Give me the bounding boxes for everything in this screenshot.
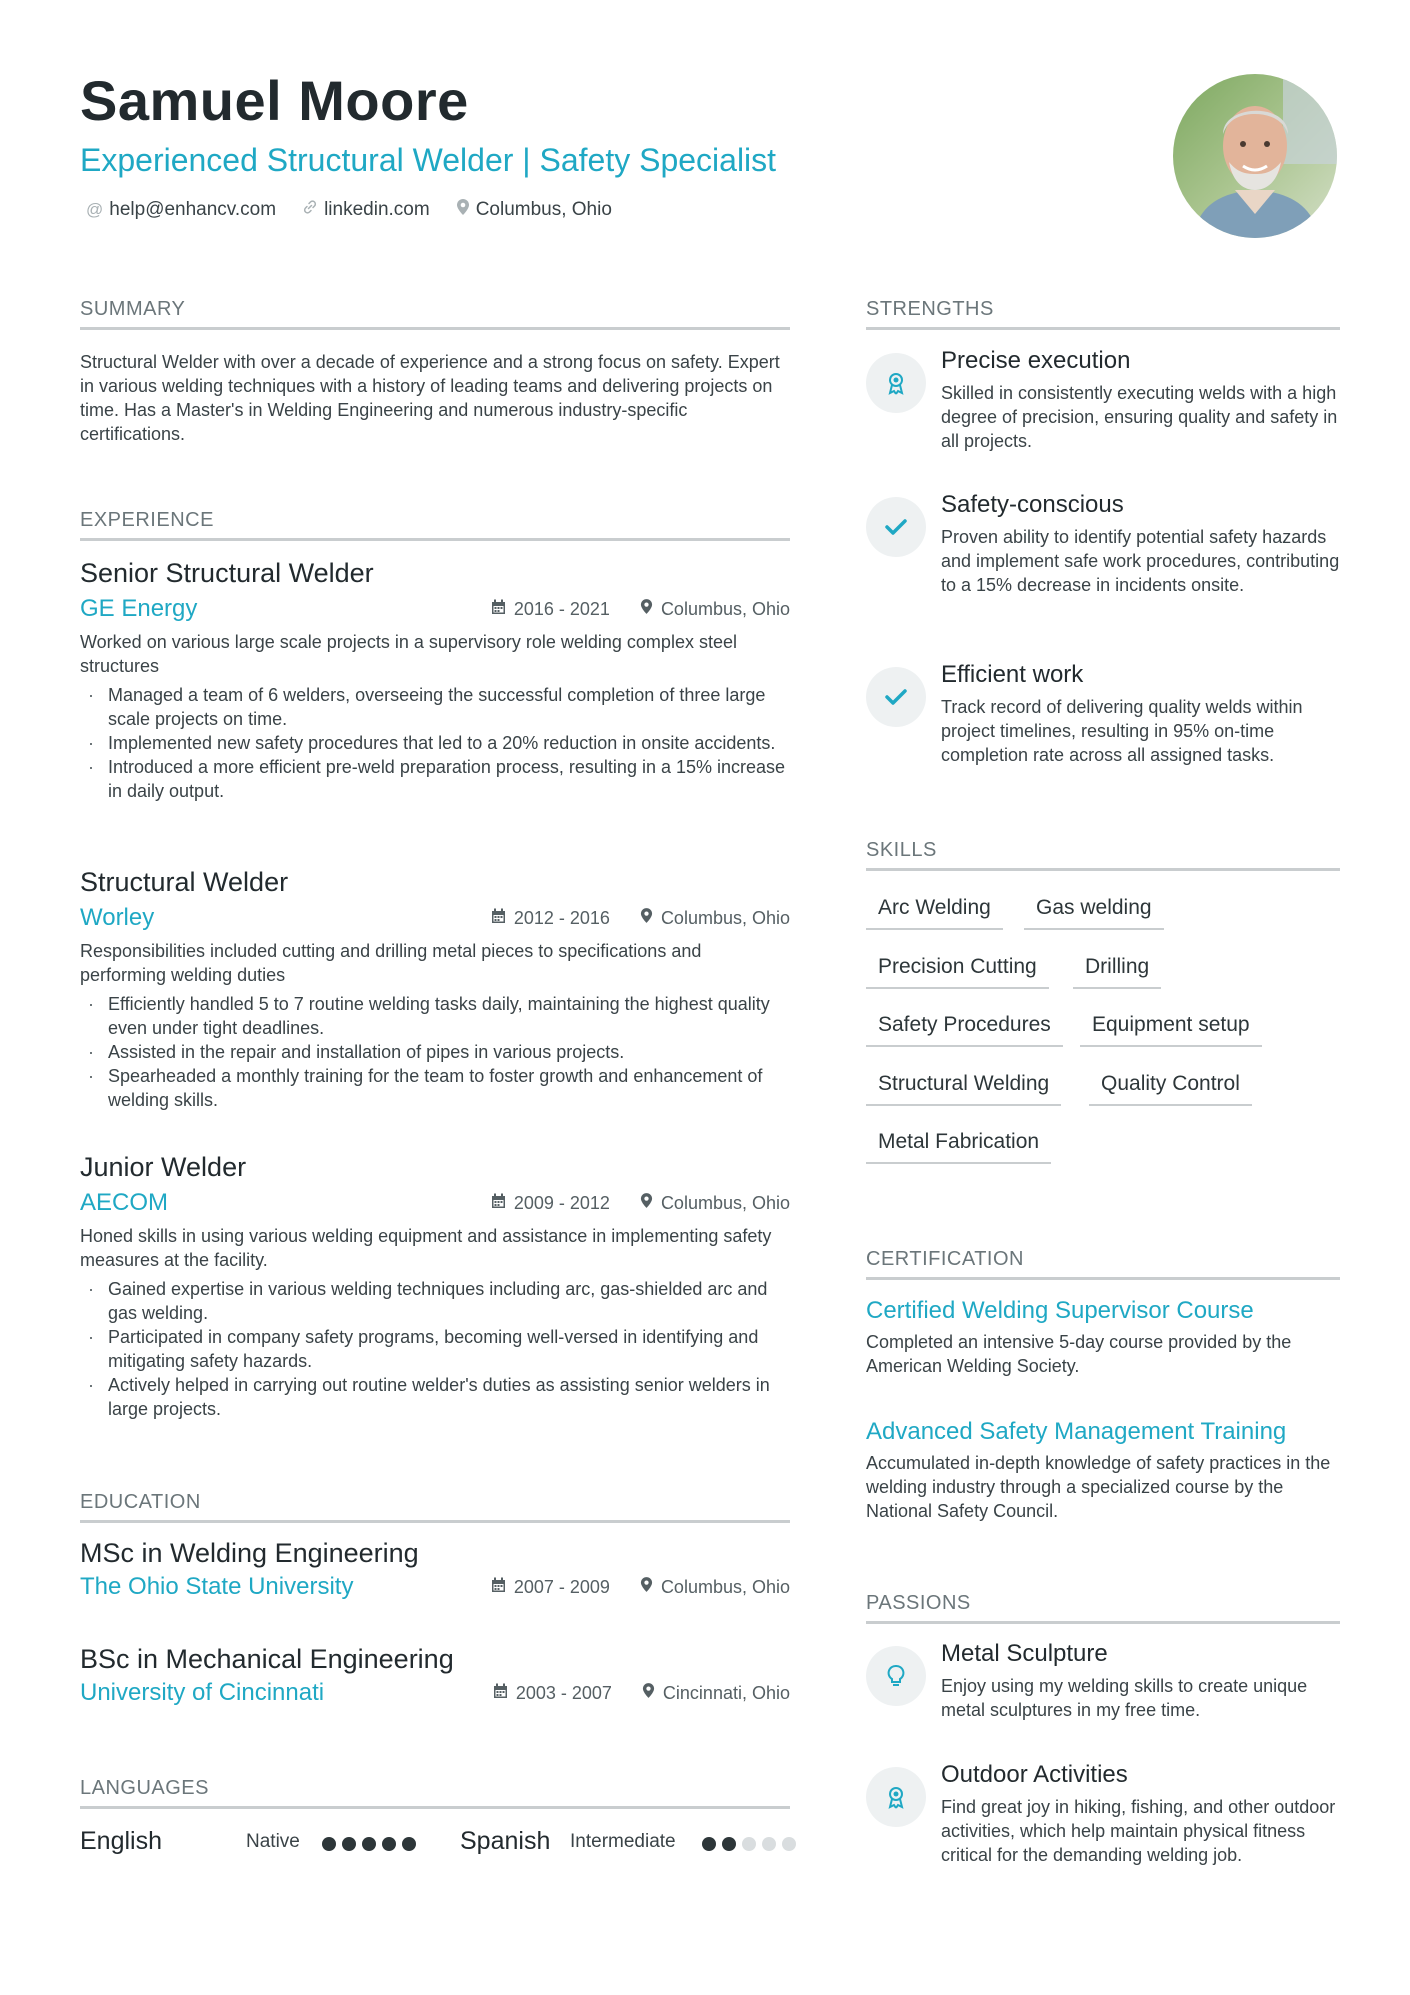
rating-dot — [722, 1837, 736, 1851]
list-item: · Gained expertise in various welding techniques including arc, gas-shielded arc and gas welding. — [80, 1277, 790, 1325]
passion-title: Outdoor Activities — [941, 1761, 1128, 1788]
award-ribbon-icon — [866, 1767, 926, 1827]
list-item: · Implemented new safety procedures that led to a 20% reduction in onsite accidents. — [80, 731, 790, 755]
job-entry — [80, 867, 790, 1112]
language-name: English — [80, 1827, 162, 1855]
candidate-name: Samuel Moore — [80, 69, 469, 132]
experience-heading: EXPERIENCE — [80, 509, 790, 541]
calendar-icon — [491, 599, 506, 620]
job-description: Honed skills in using various welding equipment and assistance in implementing safety measures at the facility. — [80, 1226, 772, 1270]
skill-tag: Equipment setup — [1080, 1013, 1262, 1047]
language-rating — [702, 1837, 796, 1851]
certification-heading: CERTIFICATION — [866, 1248, 1340, 1280]
list-item: · Actively helped in carrying out routine welder's duties as assisting senior welders in large projects. — [80, 1373, 790, 1421]
degree-title: BSc in Mechanical Engineering — [80, 1644, 454, 1674]
list-item: · Spearheaded a monthly training for the team to foster growth and enhancement of welding skills. — [80, 1064, 790, 1112]
calendar-icon — [493, 1683, 508, 1704]
job-dates: 2009 - 2012 — [513, 1192, 610, 1213]
language-rating — [322, 1837, 416, 1851]
contact-email[interactable] — [86, 198, 276, 221]
education-heading: EDUCATION — [80, 1491, 790, 1523]
contact-location — [456, 198, 612, 221]
passion-title: Metal Sculpture — [941, 1640, 1108, 1667]
email-text: help@enhancv.com — [109, 198, 277, 220]
job-location: Columbus, Ohio — [660, 598, 790, 619]
rating-dot — [402, 1837, 416, 1851]
job-description: Responsibilities included cutting and drilling metal pieces to specifications and performing welding duties — [80, 941, 702, 985]
location-pin-icon — [640, 1576, 653, 1598]
contact-row — [86, 198, 612, 221]
skills-heading: SKILLS — [866, 839, 1340, 871]
strength-text: Track record of delivering quality welds within project timelines, resulting in 95% on-time completion rate across all assigned tasks. — [941, 697, 1303, 765]
language-name: Spanish — [460, 1827, 551, 1855]
job-dates: 2016 - 2021 — [513, 598, 610, 619]
summary-heading: SUMMARY — [80, 298, 790, 330]
list-item: · Participated in company safety programs, becoming well-versed in identifying and mitigating safety hazards. — [80, 1325, 790, 1373]
certification-entry — [866, 1418, 1340, 1523]
certification-text: Accumulated in-depth knowledge of safety practices in the welding industry through a specialized course by the National Safety Council. — [866, 1453, 1331, 1521]
passions-heading: PASSIONS — [866, 1592, 1340, 1624]
certification-entry — [866, 1297, 1340, 1378]
skill-tag: Quality Control — [1089, 1072, 1252, 1106]
education-dates: 2003 - 2007 — [515, 1682, 612, 1703]
job-bullets — [80, 683, 790, 803]
education-dates: 2007 - 2009 — [513, 1576, 610, 1597]
degree-title: MSc in Welding Engineering — [80, 1538, 419, 1568]
list-item: · Efficiently handled 5 to 7 routine welding tasks daily, maintaining the highest quality even under tight deadlines. — [80, 992, 790, 1040]
passion-text: Find great joy in hiking, fishing, and other outdoor activities, which help maintain physical fitness critical for the demanding welding job. — [941, 1797, 1336, 1865]
rating-dot — [762, 1837, 776, 1851]
linkedin-text: linkedin.com — [324, 198, 430, 220]
award-ribbon-icon — [866, 353, 926, 413]
school-name: University of Cincinnati — [80, 1679, 325, 1706]
job-bullets — [80, 992, 790, 1112]
job-bullets — [80, 1277, 790, 1421]
list-item: · Introduced a more efficient pre-weld preparation process, resulting in a 15% increase in daily output. — [80, 755, 790, 803]
link-icon — [302, 199, 318, 220]
rating-dot — [702, 1837, 716, 1851]
job-title: Senior Structural Welder — [80, 558, 374, 588]
languages-heading: LANGUAGES — [80, 1777, 790, 1809]
strengths-heading: STRENGTHS — [866, 298, 1340, 330]
language-level: Intermediate — [570, 1831, 676, 1852]
skill-tag: Metal Fabrication — [866, 1130, 1051, 1164]
language-level: Native — [246, 1831, 300, 1852]
rating-dot — [322, 1837, 336, 1851]
strength-text: Skilled in consistently executing welds with a high degree of precision, ensuring quality and safety in all projects. — [941, 383, 1338, 451]
rating-dot — [342, 1837, 356, 1851]
location-pin-icon — [640, 598, 653, 620]
certification-title: Certified Welding Supervisor Course — [866, 1297, 1254, 1324]
summary-text: Structural Welder with over a decade of experience and a strong focus on safety. Expert in various welding techniques with a history of leading teams and delivering projects on time. Has a Master's in Welding Engineering and numerous industry-specific certifications. — [80, 352, 780, 444]
calendar-icon — [491, 1193, 506, 1214]
certification-title: Advanced Safety Management Training — [866, 1418, 1287, 1445]
skill-tag: Arc Welding — [866, 896, 1003, 930]
job-title: Structural Welder — [80, 867, 289, 897]
education-location: Cincinnati, Ohio — [662, 1682, 790, 1703]
company-name: Worley — [80, 904, 155, 931]
lightbulb-icon — [866, 1646, 926, 1706]
strength-title: Precise execution — [941, 347, 1131, 374]
rating-dot — [382, 1837, 396, 1851]
calendar-icon — [491, 1577, 506, 1598]
rating-dot — [782, 1837, 796, 1851]
job-entry — [80, 558, 790, 803]
skill-tag: Structural Welding — [866, 1072, 1061, 1106]
location-text: Columbus, Ohio — [475, 198, 612, 220]
languages-row — [80, 1827, 790, 1861]
location-pin-icon — [456, 198, 470, 221]
company-name: AECOM — [80, 1189, 169, 1216]
strength-title: Safety-conscious — [941, 491, 1124, 518]
job-title: Junior Welder — [80, 1152, 247, 1182]
contact-linkedin[interactable] — [302, 198, 430, 221]
location-pin-icon — [642, 1682, 655, 1704]
job-entry — [80, 1152, 790, 1421]
job-location: Columbus, Ohio — [660, 1192, 790, 1213]
at-icon: @ — [86, 199, 104, 219]
job-dates: 2012 - 2016 — [513, 907, 610, 928]
rating-dot — [362, 1837, 376, 1851]
job-description: Worked on various large scale projects in a supervisory role welding complex steel structures — [80, 632, 737, 676]
skill-tag: Gas welding — [1024, 896, 1164, 930]
candidate-title: Experienced Structural Welder | Safety Specialist — [80, 142, 777, 178]
checkmark-icon — [866, 497, 926, 557]
rating-dot — [742, 1837, 756, 1851]
location-pin-icon — [640, 907, 653, 929]
checkmark-icon — [866, 667, 926, 727]
passion-text: Enjoy using my welding skills to create unique metal sculptures in my free time. — [941, 1676, 1308, 1720]
strength-title: Efficient work — [941, 661, 1084, 688]
skill-tag: Safety Procedures — [866, 1013, 1063, 1047]
location-pin-icon — [640, 1192, 653, 1214]
calendar-icon — [491, 908, 506, 929]
list-item: · Assisted in the repair and installation of pipes in various projects. — [80, 1040, 790, 1064]
school-name: The Ohio State University — [80, 1573, 354, 1600]
education-entry — [80, 1538, 790, 1603]
skill-tag: Precision Cutting — [866, 955, 1049, 989]
job-location: Columbus, Ohio — [660, 907, 790, 928]
education-location: Columbus, Ohio — [660, 1576, 790, 1597]
strength-text: Proven ability to identify potential safety hazards and implement safe work procedures, contributing to a 15% decrease in incidents onsite. — [941, 527, 1340, 595]
education-entry — [80, 1644, 790, 1709]
profile-photo — [1173, 74, 1337, 238]
certification-text: Completed an intensive 5-day course provided by the American Welding Society. — [866, 1332, 1292, 1376]
skill-tag: Drilling — [1073, 955, 1161, 989]
company-name: GE Energy — [80, 595, 198, 622]
list-item: · Managed a team of 6 welders, overseeing the successful completion of three large scale projects on time. — [80, 683, 790, 731]
